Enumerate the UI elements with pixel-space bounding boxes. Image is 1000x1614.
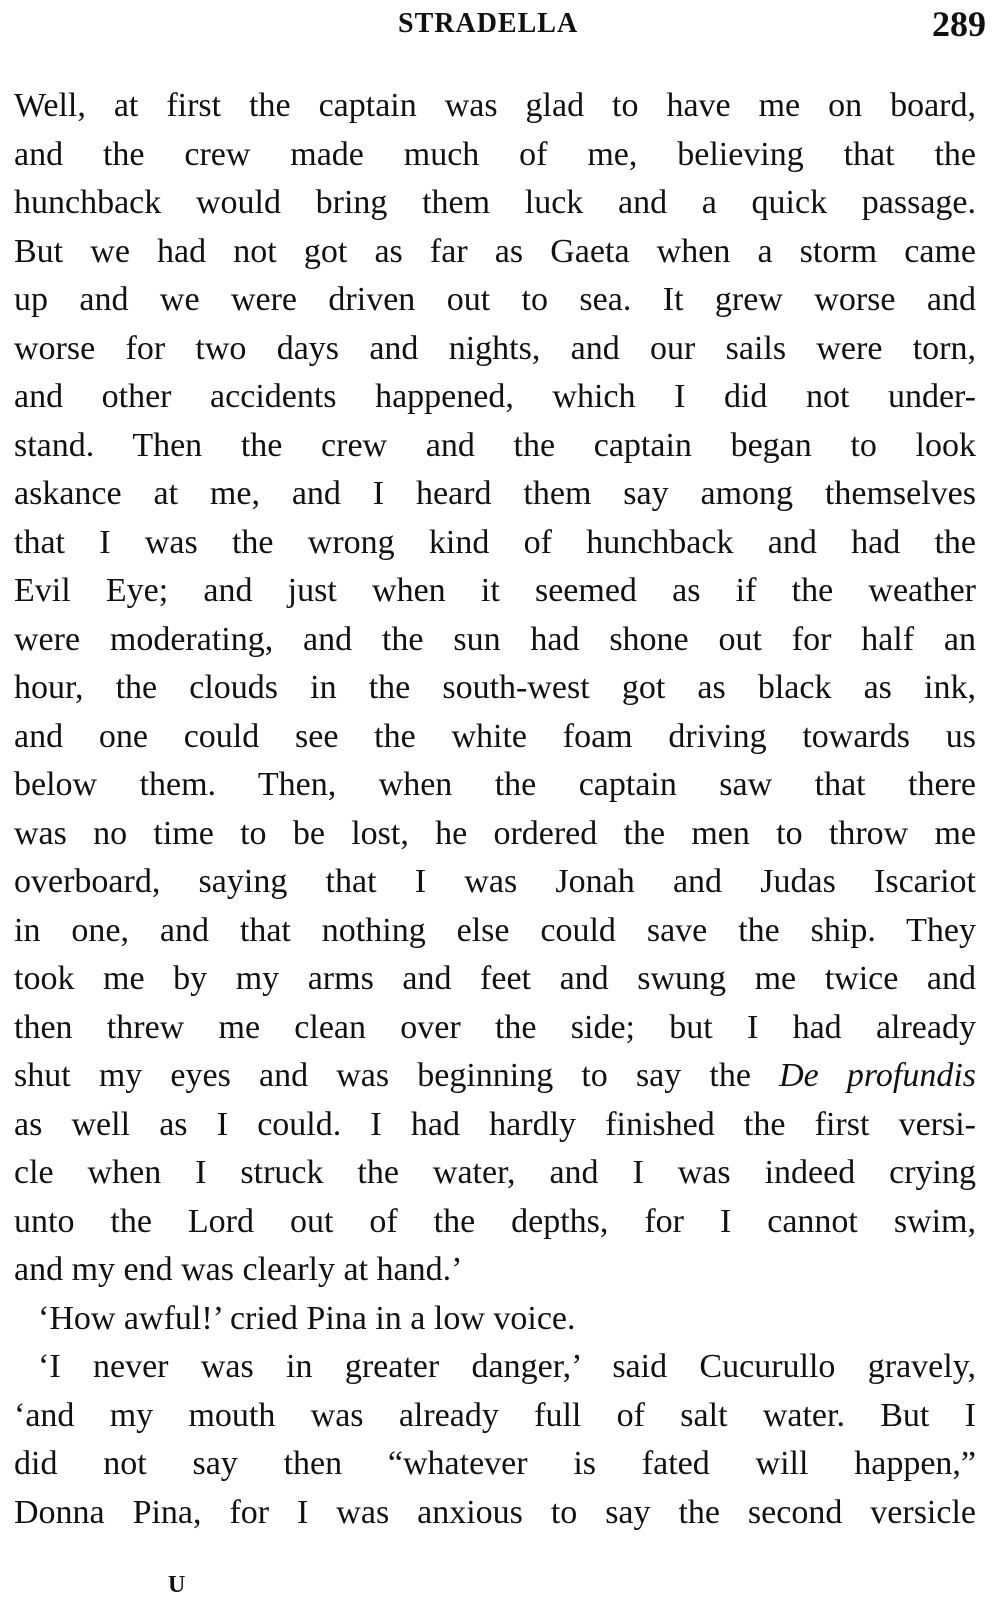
- text-line: was no time to be lost, he ordered the men to throw me: [14, 814, 976, 852]
- text-line: took me by my arms and feet and swung me twice and: [14, 960, 976, 997]
- text-line: ‘and my mouth was already full of salt water. But I: [14, 1396, 976, 1434]
- text-line: [14, 1052, 976, 1101]
- text-line: in one, and that nothing else could save the ship. They: [14, 911, 976, 949]
- text-line: askance at me, and I heard them say among themselves: [14, 475, 976, 512]
- text-line-segment: shut my eyes and was beginning to say the: [14, 1057, 780, 1094]
- text-line: and other accidents happened, which I did not under-: [14, 378, 976, 415]
- italic-phrase: De profundis: [779, 1057, 976, 1094]
- text-line: Evil Eye; and just when it seemed as if the weather: [14, 572, 976, 609]
- text-line: cle when I struck the water, and I was indeed crying: [14, 1154, 976, 1191]
- body-text: [14, 82, 976, 1537]
- dialogue-line: ‘How awful!’ cried Pina in a low voice.: [38, 1299, 576, 1337]
- text-line: Donna Pina, for I was anxious to say the second versicle: [14, 1493, 976, 1531]
- text-line: unto the Lord out of the depths, for I cannot swim,: [14, 1202, 976, 1240]
- text-line: hour, the clouds in the south-west got as black as ink,: [14, 669, 976, 706]
- text-line: and the crew made much of me, believing that the: [14, 135, 976, 173]
- text-line: then threw me clean over the side; but I had already: [14, 1008, 976, 1046]
- signature-mark: U: [168, 1572, 186, 1598]
- text-line: and one could see the white foam driving towards us: [14, 717, 976, 755]
- text-line: below them. Then, when the captain saw that there: [14, 766, 976, 803]
- page-number: 289: [932, 4, 986, 44]
- running-head-title: STRADELLA: [398, 8, 579, 39]
- text-line: hunchback would bring them luck and a quick passage.: [14, 184, 976, 221]
- text-line: overboard, saying that I was Jonah and Judas Iscariot: [14, 863, 976, 900]
- paragraph-end-line: and my end was clearly at hand.’: [14, 1251, 463, 1288]
- running-head: [0, 4, 1000, 44]
- text-line: But we had not got as far as Gaeta when a storm came: [14, 232, 976, 270]
- text-line: that I was the wrong kind of hunchback and had the: [14, 523, 976, 561]
- text-line: were moderating, and the sun had shone out for half an: [14, 620, 976, 658]
- text-line: worse for two days and nights, and our sails were torn,: [14, 329, 976, 367]
- dialogue-line: ‘I never was in greater danger,’ said Cucurullo gravely,: [38, 1348, 976, 1385]
- text-line: stand. Then the crew and the captain began to look: [14, 426, 976, 464]
- text-line: as well as I could. I had hardly finished the first versi-: [14, 1105, 976, 1143]
- text-line: did not say then “whatever is fated will happen,”: [14, 1445, 976, 1482]
- text-line: up and we were driven out to sea. It grew worse and: [14, 281, 976, 318]
- text-line: Well, at first the captain was glad to have me on board,: [14, 87, 976, 124]
